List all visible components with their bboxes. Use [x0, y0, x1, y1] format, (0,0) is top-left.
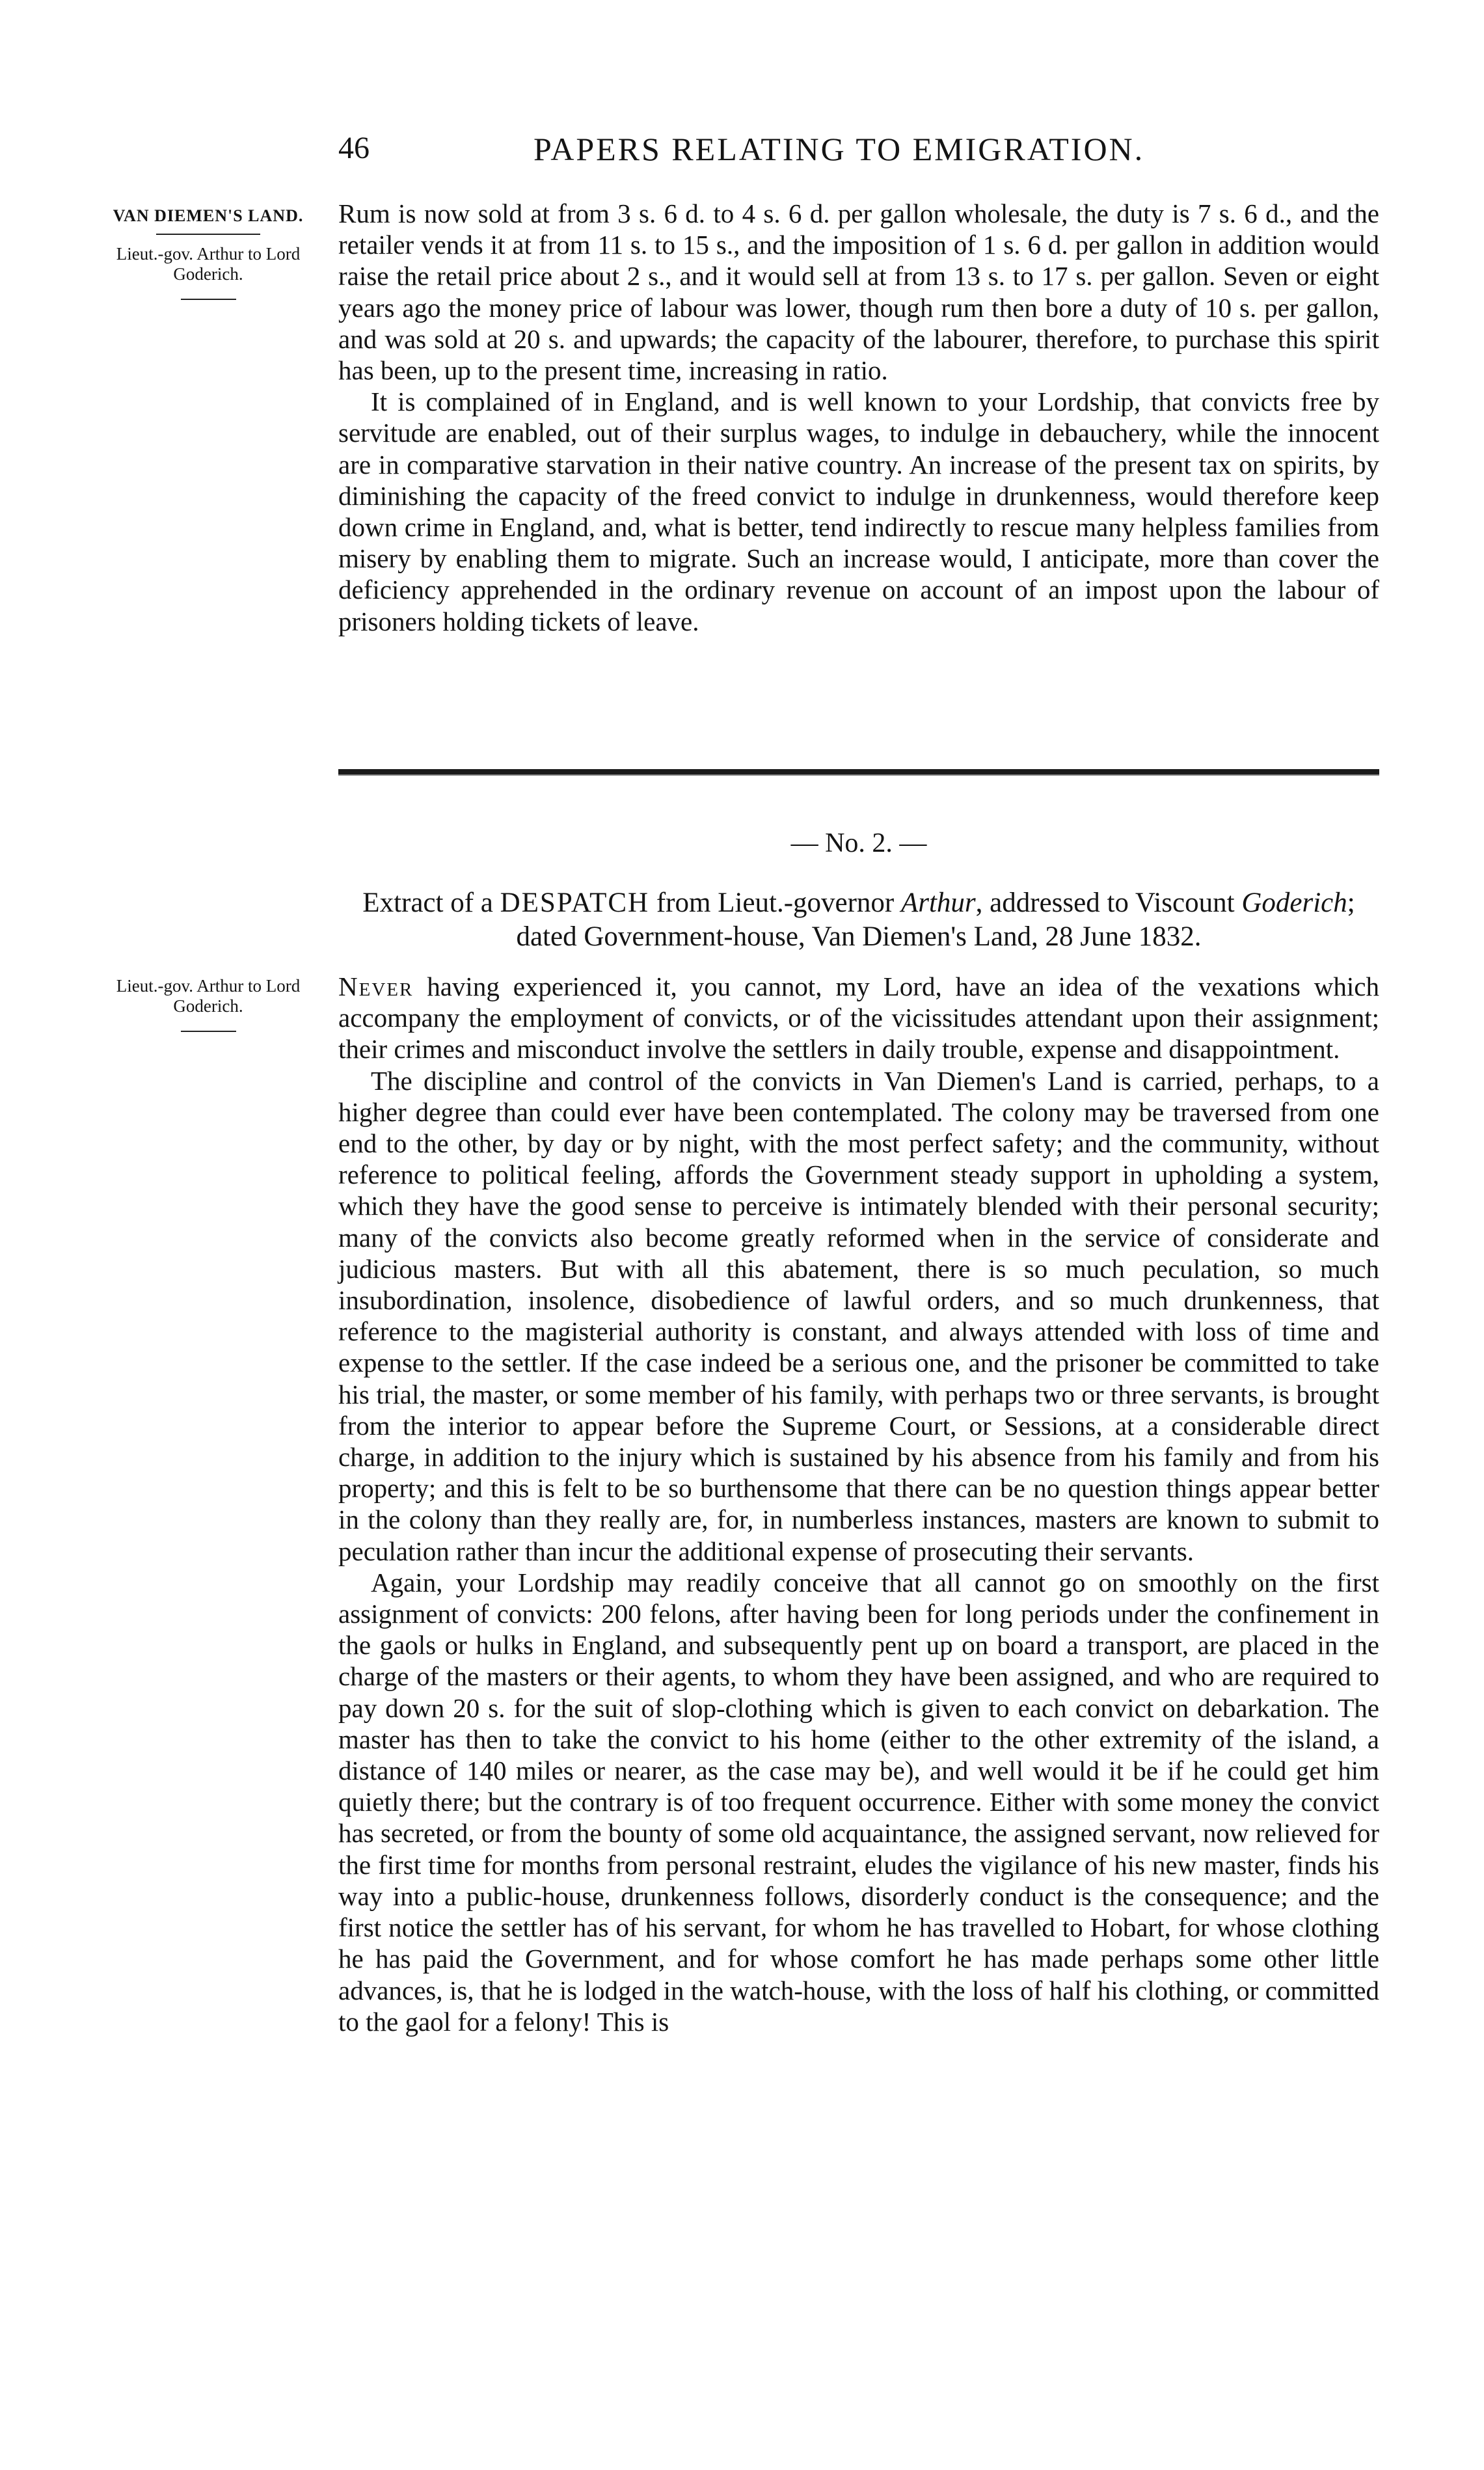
paragraph-lead-word: Never [338, 971, 414, 1001]
margin-divider [156, 234, 260, 235]
paragraph: Again, your Lordship may readily conceive that all cannot go on smoothly on the first assignment of convicts: 200 felons, after having been for long periods under the confinement in the gaols or hulks in England, and subsequently pent up on board a transport, are placed in the charge of the masters or their agents, to whom they have been assigned, and who are required to pay down 20 s. for the suit of slop-clothing which is given to each convict on debarkation. The master has then to take the convict to his home (either to the other extremity of the island, a distance of 140 miles or nearer, as the case may be), and well would it be if he could get him quietly there; but the contrary is of too frequent occurrence. Either with some money the convict has secreted, or from the bounty of some old acquaintance, the assigned servant, now relieved for the first time for months from personal restraint, eludes the vigilance of his new master, finds his way into a public-house, drunkenness follows, disorderly conduct is the consequence; and the first notice the settler has of his servant, for whom he has travelled to Hobart, for whose clothing he has paid the Government, and for whose comfort he has made perhaps some other little advances, is, that he is lodged in the watch-house, with the loss of half his clothing, or committed to the gaol for a felony! This is [338, 1567, 1379, 2037]
despatch-heading-from: from Lieut.-governor [656, 888, 895, 918]
margin-note-colony-name: VAN DIEMEN'S LAND. [113, 206, 304, 225]
running-head [338, 130, 1379, 169]
section-two-text [338, 971, 1379, 2037]
despatch-heading [338, 886, 1379, 954]
paragraph: It is complained of in England, and is well known to your Lordship, that convicts free by servitude are enabled, out of their surplus wages, to indulge in debauchery, while the innocent are in comparative starvation in their native country. An increase of the present tax on spirits, by diminishing the capacity of the freed convict to indulge in drunkenness, would therefore keep down crime in England, and, what is better, tend indirectly to rescue many helpless families from misery by enabling them to migrate. Such an increase would, I anticipate, more than cover the deficiency apprehended in the ordinary revenue on account of an impost upon the labour of prisoners holding tickets of leave. [338, 387, 1379, 636]
margin-note-colony [98, 206, 319, 309]
paragraph: Rum is now sold at from 3 s. 6 d. to 4 s. 6 d. per gallon wholesale, the duty is 7 s. 6 d., and the retailer vends it at from 11 s. to 15 s., and the imposition of 1 s. 6 d. per gallon in addition would raise the retail price about 2 s., and it would sell at from 13 s. to 17 s. per gallon. Seven or eight years ago the money price of labour was lower, though rum then bore a duty of 10 s. per gallon, and was sold at 20 s. and upwards; the capacity of the labourer, therefore, to purchase this spirit has been, up to the present time, increasing in ratio. [338, 198, 1379, 386]
despatch-heading-suffix: ; dated Government-house, Van Diemen's Land, 28 June 1832. [516, 888, 1355, 952]
margin-divider [181, 299, 236, 300]
margin-divider [181, 1031, 236, 1032]
section-one-text [338, 198, 1379, 637]
section-divider [338, 769, 1379, 776]
page-number: 46 [338, 131, 370, 165]
despatch-heading-to: , addressed to Viscount [975, 888, 1235, 918]
margin-note-correspondents: Lieut.-gov. Arthur to Lord Goderich. [116, 244, 301, 284]
paragraph: The discipline and control of the convicts in Van Diemen's Land is carried, perhaps, to a higher degree than could ever have been contemplated. The colony may be traversed from one end to the other, by day or by night, with the most perfect safety; and the community, without reference to political feeling, affords the Government steady support in upholding a system, which they have the good sense to perceive is intimately blended with their personal security; many of the convicts also become greatly reformed when in the service of considerate and judicious masters. But with all this abatement, there is so much peculation, so much insubordination, insolence, disobedience of lawful orders, and so much drunkenness, that reference to the magisterial authority is constant, and always attended with loss of time and expense to the settler. If the case indeed be a serious one, and the prisoner be committed to take his trial, the master, or some member of his family, with perhaps two or three servants, is brought from the interior to appear before the Supreme Court, or Sessions, at a considerable direct charge, in addition to the injury which is sustained by his absence from his family and from his property; and this is felt to be so burthensome that there can be no question things appear better in the colony than they really are, for, in numberless instances, masters are known to submit to peculation rather than incur the additional expense of prosecuting their servants. [338, 1065, 1379, 1566]
despatch-heading-governor: Arthur [900, 888, 976, 918]
paragraph [338, 971, 1379, 1065]
margin-note-correspondents-two [98, 976, 319, 1041]
despatch-heading-prefix: Extract of a [362, 888, 493, 918]
margin-note-correspondents: Lieut.-gov. Arthur to Lord Goderich. [116, 976, 301, 1016]
paragraph-rest: having experienced it, you cannot, my Lord, have an idea of the vexations which accompany the employment of convicts, or of the vicissitudes attendant upon their assignment; their crimes and misconduct involve the settlers in daily trouble, expense and disappointment. [338, 971, 1379, 1065]
despatch-number: — No. 2. — [790, 828, 927, 858]
despatch-heading-viscount: Goderich [1241, 888, 1347, 918]
despatch-heading-word: DESPATCH [500, 888, 650, 918]
page-title: PAPERS RELATING TO EMIGRATION. [533, 131, 1145, 167]
